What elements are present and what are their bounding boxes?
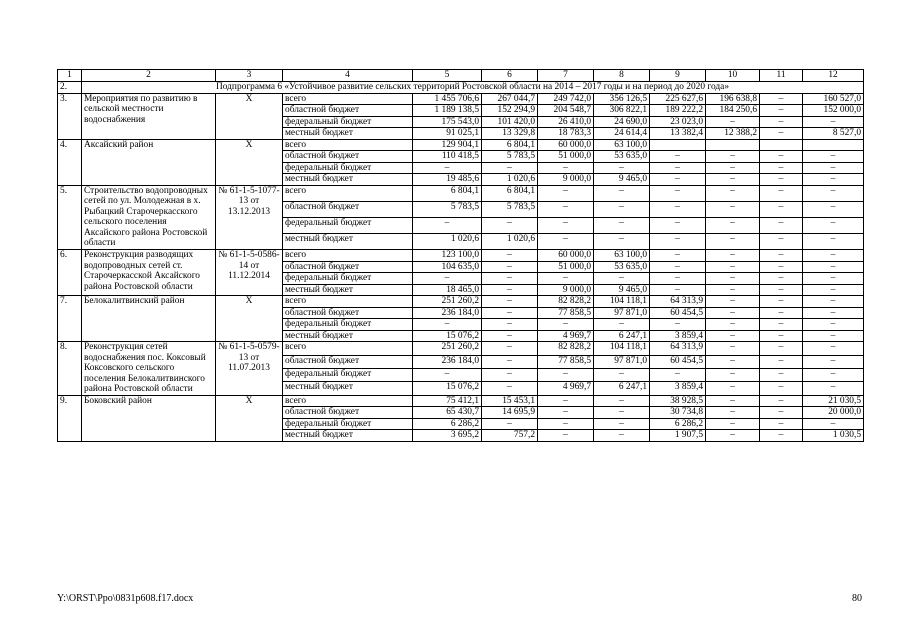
amount-cell: 51 000,0 (538, 151, 594, 163)
amount-cell: 225 627,6 (650, 93, 706, 105)
amount-cell: 20 000,0 (803, 407, 864, 419)
amount-cell: – (594, 185, 650, 201)
project-doc: № 61-1-5-0579-13 от 11.07.2013 (216, 342, 283, 396)
amount-cell: 3 695,2 (413, 430, 482, 442)
amount-cell: 24 614,4 (594, 128, 650, 140)
measure-name: Аксайский район (82, 139, 216, 185)
amount-cell: 18 783,3 (538, 128, 594, 140)
funding-source: областной бюджет (283, 261, 413, 273)
amount-cell: – (760, 418, 803, 430)
amount-cell: – (706, 151, 760, 163)
amount-cell: 184 250,6 (706, 105, 760, 117)
amount-cell: – (760, 93, 803, 105)
funding-source: всего (283, 249, 413, 261)
amount-cell: – (413, 319, 482, 331)
amount-cell: – (803, 307, 864, 319)
subprogram-num: 2. (58, 82, 82, 94)
subprogram-row (58, 82, 864, 94)
amount-cell: 15 453,1 (482, 395, 538, 407)
amount-cell: – (413, 273, 482, 285)
amount-cell: 38 928,5 (650, 395, 706, 407)
amount-cell: – (706, 307, 760, 319)
amount-cell: 4 969,7 (538, 330, 594, 342)
funding-source: федеральный бюджет (283, 273, 413, 285)
amount-cell: – (482, 217, 538, 233)
amount-cell: 236 184,0 (413, 355, 482, 368)
amount-cell: 26 410,0 (538, 116, 594, 128)
amount-cell: – (760, 355, 803, 368)
funding-source: местный бюджет (283, 330, 413, 342)
amount-cell: 65 430,7 (413, 407, 482, 419)
table-row (58, 139, 864, 151)
amount-cell: – (706, 249, 760, 261)
amount-cell: – (760, 128, 803, 140)
amount-cell: 6 247,1 (594, 330, 650, 342)
amount-cell: – (706, 261, 760, 273)
amount-cell: – (760, 307, 803, 319)
amount-cell: 251 260,2 (413, 342, 482, 355)
funding-source: всего (283, 395, 413, 407)
amount-cell: 3 859,4 (650, 330, 706, 342)
amount-cell: 104 635,0 (413, 261, 482, 273)
amount-cell: 4 969,7 (538, 382, 594, 395)
amount-cell: – (594, 430, 650, 442)
amount-cell: – (650, 249, 706, 261)
funding-source: областной бюджет (283, 307, 413, 319)
measure-name: Мероприятия по развитию в сельской местности водоснабжения (82, 93, 216, 139)
amount-cell: – (803, 174, 864, 186)
col-num: 8 (594, 70, 650, 82)
amount-cell: – (760, 284, 803, 296)
funding-source: местный бюджет (283, 430, 413, 442)
funding-source: федеральный бюджет (283, 418, 413, 430)
amount-cell: – (482, 249, 538, 261)
subprogram-title: Подпрограмма 6 «Устойчивое развитие сельских территорий Ростовской области на 2014 – 2017 годы и на период до 2020 года» (82, 82, 864, 94)
col-num: 4 (283, 70, 413, 82)
amount-cell: – (594, 369, 650, 382)
amount-cell: – (760, 217, 803, 233)
amount-cell: 91 025,1 (413, 128, 482, 140)
amount-cell: – (803, 201, 864, 217)
amount-cell: – (538, 201, 594, 217)
measure-name: Строительство водопроводных сетей по ул. Молодежная в х. Рыбацкий Старочеркасского сельского поселения Аксайского района Ростовской области (82, 185, 216, 249)
amount-cell: – (760, 369, 803, 382)
funding-source: федеральный бюджет (283, 116, 413, 128)
amount-cell: 152 000,0 (803, 105, 864, 117)
amount-cell: 1 030,5 (803, 430, 864, 442)
project-doc: № 61-1-5-0586-14 от 11.12.2014 (216, 249, 283, 295)
amount-cell: 63 100,0 (594, 139, 650, 151)
measure-name: Белокалитвинский район (82, 296, 216, 342)
amount-cell: – (760, 342, 803, 355)
col-num: 3 (216, 70, 283, 82)
row-number: 6. (58, 249, 82, 295)
amount-cell: – (650, 201, 706, 217)
amount-cell: – (482, 369, 538, 382)
amount-cell: – (803, 233, 864, 249)
amount-cell: 97 871,0 (594, 307, 650, 319)
amount-cell: 18 465,0 (413, 284, 482, 296)
amount-cell: – (706, 330, 760, 342)
project-doc: Х (216, 93, 283, 139)
amount-cell: 152 294,9 (482, 105, 538, 117)
amount-cell: – (650, 319, 706, 331)
amount-cell: 77 858,5 (538, 307, 594, 319)
amount-cell: 8 527,0 (803, 128, 864, 140)
amount-cell: 75 412,1 (413, 395, 482, 407)
amount-cell: 51 000,0 (538, 261, 594, 273)
amount-cell: – (482, 162, 538, 174)
amount-cell: 1 020,6 (482, 233, 538, 249)
row-number: 3. (58, 93, 82, 139)
amount-cell: – (706, 217, 760, 233)
amount-cell: – (803, 261, 864, 273)
amount-cell: – (760, 233, 803, 249)
amount-cell: – (538, 418, 594, 430)
funding-source: областной бюджет (283, 355, 413, 368)
col-num: 7 (538, 70, 594, 82)
amount-cell: – (482, 296, 538, 308)
amount-cell: – (413, 217, 482, 233)
amount-cell: – (706, 296, 760, 308)
amount-cell: – (760, 116, 803, 128)
amount-cell: – (482, 319, 538, 331)
amount-cell: 1 020,6 (413, 233, 482, 249)
amount-cell: – (538, 407, 594, 419)
amount-cell: 6 804,1 (482, 139, 538, 151)
amount-cell: 204 548,7 (538, 105, 594, 117)
funding-source: федеральный бюджет (283, 369, 413, 382)
amount-cell: 1 020,6 (482, 174, 538, 186)
amount-cell: 9 465,0 (594, 284, 650, 296)
amount-cell: – (482, 273, 538, 285)
amount-cell: – (706, 201, 760, 217)
amount-cell: 196 638,8 (706, 93, 760, 105)
row-number: 5. (58, 185, 82, 249)
measure-name: Реконструкция сетей водоснабжения пос. Коксовый Коксовского сельского поселения Белокалитвинского района Ростовской области (82, 342, 216, 396)
amount-cell: – (760, 151, 803, 163)
page-number: 80 (852, 593, 862, 604)
amount-cell: 23 023,0 (650, 116, 706, 128)
measure-name: Боковский район (82, 395, 216, 441)
col-num: 12 (803, 70, 864, 82)
amount-cell: – (482, 418, 538, 430)
col-num: 2 (82, 70, 216, 82)
amount-cell: – (706, 407, 760, 419)
amount-cell: 15 076,2 (413, 382, 482, 395)
budget-table (57, 69, 864, 442)
table-row (58, 185, 864, 201)
funding-source: федеральный бюджет (283, 217, 413, 233)
amount-cell: 9 000,0 (538, 284, 594, 296)
amount-cell: 60 000,0 (538, 249, 594, 261)
amount-cell: – (706, 116, 760, 128)
amount-cell: – (803, 382, 864, 395)
row-number: 7. (58, 296, 82, 342)
amount-cell: 30 734,8 (650, 407, 706, 419)
amount-cell: 24 690,0 (594, 116, 650, 128)
amount-cell: 306 822,1 (594, 105, 650, 117)
amount-cell: – (803, 296, 864, 308)
amount-cell: 60 000,0 (538, 139, 594, 151)
col-num: 6 (482, 70, 538, 82)
amount-cell: – (803, 162, 864, 174)
amount-cell: – (650, 233, 706, 249)
amount-cell: – (706, 382, 760, 395)
amount-cell: 15 076,2 (413, 330, 482, 342)
amount-cell: – (706, 418, 760, 430)
amount-cell: – (538, 430, 594, 442)
amount-cell: 97 871,0 (594, 355, 650, 368)
funding-source: всего (283, 185, 413, 201)
funding-source: местный бюджет (283, 284, 413, 296)
amount-cell: – (706, 273, 760, 285)
amount-cell: – (482, 307, 538, 319)
amount-cell: – (803, 116, 864, 128)
funding-source: всего (283, 93, 413, 105)
project-doc: Х (216, 139, 283, 185)
amount-cell: – (650, 185, 706, 201)
amount-cell: – (538, 233, 594, 249)
amount-cell: – (538, 395, 594, 407)
amount-cell: – (803, 319, 864, 331)
amount-cell: – (706, 174, 760, 186)
project-doc: Х (216, 395, 283, 441)
amount-cell: 13 382,4 (650, 128, 706, 140)
amount-cell: – (538, 162, 594, 174)
amount-cell: – (650, 174, 706, 186)
amount-cell: – (594, 233, 650, 249)
project-doc: № 61-1-5-1077-13 от 13.12.2013 (216, 185, 283, 249)
amount-cell: – (538, 217, 594, 233)
amount-cell: 6 286,2 (650, 418, 706, 430)
amount-cell: 129 904,1 (413, 139, 482, 151)
table-row (58, 395, 864, 407)
amount-cell (760, 139, 803, 151)
amount-cell: – (538, 273, 594, 285)
amount-cell: – (706, 162, 760, 174)
amount-cell: 189 222,2 (650, 105, 706, 117)
amount-cell: – (803, 330, 864, 342)
row-number: 9. (58, 395, 82, 441)
funding-source: областной бюджет (283, 105, 413, 117)
amount-cell: – (594, 217, 650, 233)
amount-cell: – (760, 249, 803, 261)
amount-cell: – (803, 355, 864, 368)
amount-cell: – (760, 105, 803, 117)
amount-cell: 53 635,0 (594, 151, 650, 163)
amount-cell: – (538, 369, 594, 382)
amount-cell: 63 100,0 (594, 249, 650, 261)
amount-cell: – (706, 355, 760, 368)
funding-source: всего (283, 342, 413, 355)
amount-cell: – (413, 369, 482, 382)
amount-cell: 6 804,1 (482, 185, 538, 201)
amount-cell: – (760, 201, 803, 217)
amount-cell: – (706, 284, 760, 296)
amount-cell: – (803, 284, 864, 296)
amount-cell: – (803, 342, 864, 355)
table-row (58, 249, 864, 261)
amount-cell: 9 465,0 (594, 174, 650, 186)
amount-cell: – (413, 162, 482, 174)
amount-cell (706, 139, 760, 151)
col-num: 1 (58, 70, 82, 82)
amount-cell: 1 907,5 (650, 430, 706, 442)
amount-cell: – (760, 382, 803, 395)
amount-cell: – (650, 261, 706, 273)
amount-cell: – (803, 418, 864, 430)
table-row (58, 296, 864, 308)
col-num: 9 (650, 70, 706, 82)
amount-cell: 249 742,0 (538, 93, 594, 105)
amount-cell: 110 418,5 (413, 151, 482, 163)
amount-cell: – (760, 185, 803, 201)
amount-cell: – (650, 273, 706, 285)
amount-cell: – (760, 174, 803, 186)
funding-source: местный бюджет (283, 382, 413, 395)
amount-cell: – (803, 151, 864, 163)
amount-cell: – (760, 273, 803, 285)
amount-cell: – (650, 217, 706, 233)
amount-cell: 19 485,6 (413, 174, 482, 186)
amount-cell: 64 313,9 (650, 296, 706, 308)
amount-cell: 1 189 138,5 (413, 105, 482, 117)
amount-cell: 77 858,5 (538, 355, 594, 368)
amount-cell: 6 247,1 (594, 382, 650, 395)
row-number: 4. (58, 139, 82, 185)
amount-cell: – (594, 273, 650, 285)
amount-cell: – (706, 369, 760, 382)
amount-cell: – (760, 430, 803, 442)
amount-cell: 13 329,8 (482, 128, 538, 140)
amount-cell (803, 139, 864, 151)
amount-cell: 12 388,2 (706, 128, 760, 140)
amount-cell: – (760, 261, 803, 273)
amount-cell: – (650, 284, 706, 296)
amount-cell: – (482, 382, 538, 395)
amount-cell: 757,2 (482, 430, 538, 442)
amount-cell: – (594, 395, 650, 407)
amount-cell: – (760, 296, 803, 308)
amount-cell: 6 804,1 (413, 185, 482, 201)
funding-source: областной бюджет (283, 407, 413, 419)
amount-cell: 82 828,2 (538, 296, 594, 308)
amount-cell: – (706, 395, 760, 407)
funding-source: местный бюджет (283, 233, 413, 249)
amount-cell: 123 100,0 (413, 249, 482, 261)
table-row (58, 93, 864, 105)
amount-cell: 5 783,5 (413, 201, 482, 217)
amount-cell: – (760, 407, 803, 419)
amount-cell: – (650, 369, 706, 382)
amount-cell: – (706, 430, 760, 442)
funding-source: федеральный бюджет (283, 319, 413, 331)
amount-cell: 6 286,2 (413, 418, 482, 430)
amount-cell: – (594, 319, 650, 331)
amount-cell: – (706, 185, 760, 201)
amount-cell: – (594, 418, 650, 430)
amount-cell: – (803, 185, 864, 201)
amount-cell: – (594, 201, 650, 217)
amount-cell: – (803, 273, 864, 285)
column-numbers-row (58, 70, 864, 82)
measure-name: Реконструкция разводящих водопроводных сетей ст. Старочеркасской Аксайского района Ростовской области (82, 249, 216, 295)
funding-source: федеральный бюджет (283, 162, 413, 174)
amount-cell: – (706, 319, 760, 331)
amount-cell: – (650, 162, 706, 174)
amount-cell: – (650, 151, 706, 163)
amount-cell: 175 543,0 (413, 116, 482, 128)
amount-cell: – (594, 162, 650, 174)
amount-cell: 53 635,0 (594, 261, 650, 273)
amount-cell: – (803, 217, 864, 233)
amount-cell: 251 260,2 (413, 296, 482, 308)
amount-cell: 64 313,9 (650, 342, 706, 355)
table-row (58, 342, 864, 355)
amount-cell: 160 527,0 (803, 93, 864, 105)
footer-file-path: Y:\ORST\Ppo\0831p608.f17.docx (57, 593, 194, 604)
project-doc: Х (216, 296, 283, 342)
amount-cell: – (760, 319, 803, 331)
row-number: 8. (58, 342, 82, 396)
funding-source: всего (283, 139, 413, 151)
amount-cell: – (803, 369, 864, 382)
amount-cell: – (760, 330, 803, 342)
amount-cell: – (482, 330, 538, 342)
amount-cell: – (706, 233, 760, 249)
amount-cell: – (803, 249, 864, 261)
amount-cell: 21 030,5 (803, 395, 864, 407)
col-num: 11 (760, 70, 803, 82)
amount-cell: – (482, 342, 538, 355)
amount-cell: – (706, 342, 760, 355)
amount-cell: – (760, 162, 803, 174)
amount-cell: 5 783,5 (482, 201, 538, 217)
amount-cell: – (482, 284, 538, 296)
funding-source: местный бюджет (283, 128, 413, 140)
amount-cell: 236 184,0 (413, 307, 482, 319)
amount-cell: 356 126,5 (594, 93, 650, 105)
amount-cell: – (482, 261, 538, 273)
amount-cell: 101 420,0 (482, 116, 538, 128)
amount-cell: – (538, 319, 594, 331)
amount-cell: 104 118,1 (594, 296, 650, 308)
col-num: 10 (706, 70, 760, 82)
amount-cell: – (538, 185, 594, 201)
funding-source: всего (283, 296, 413, 308)
amount-cell: 104 118,1 (594, 342, 650, 355)
funding-source: местный бюджет (283, 174, 413, 186)
funding-source: областной бюджет (283, 151, 413, 163)
amount-cell: 3 859,4 (650, 382, 706, 395)
amount-cell: – (760, 395, 803, 407)
amount-cell: – (594, 407, 650, 419)
amount-cell: 5 783,5 (482, 151, 538, 163)
amount-cell: 60 454,5 (650, 307, 706, 319)
amount-cell: 82 828,2 (538, 342, 594, 355)
amount-cell: 1 455 706,6 (413, 93, 482, 105)
amount-cell: 60 454,5 (650, 355, 706, 368)
amount-cell: 9 000,0 (538, 174, 594, 186)
amount-cell (650, 139, 706, 151)
amount-cell: 267 044,7 (482, 93, 538, 105)
amount-cell: – (482, 355, 538, 368)
amount-cell: 14 695,9 (482, 407, 538, 419)
col-num: 5 (413, 70, 482, 82)
funding-source: областной бюджет (283, 201, 413, 217)
